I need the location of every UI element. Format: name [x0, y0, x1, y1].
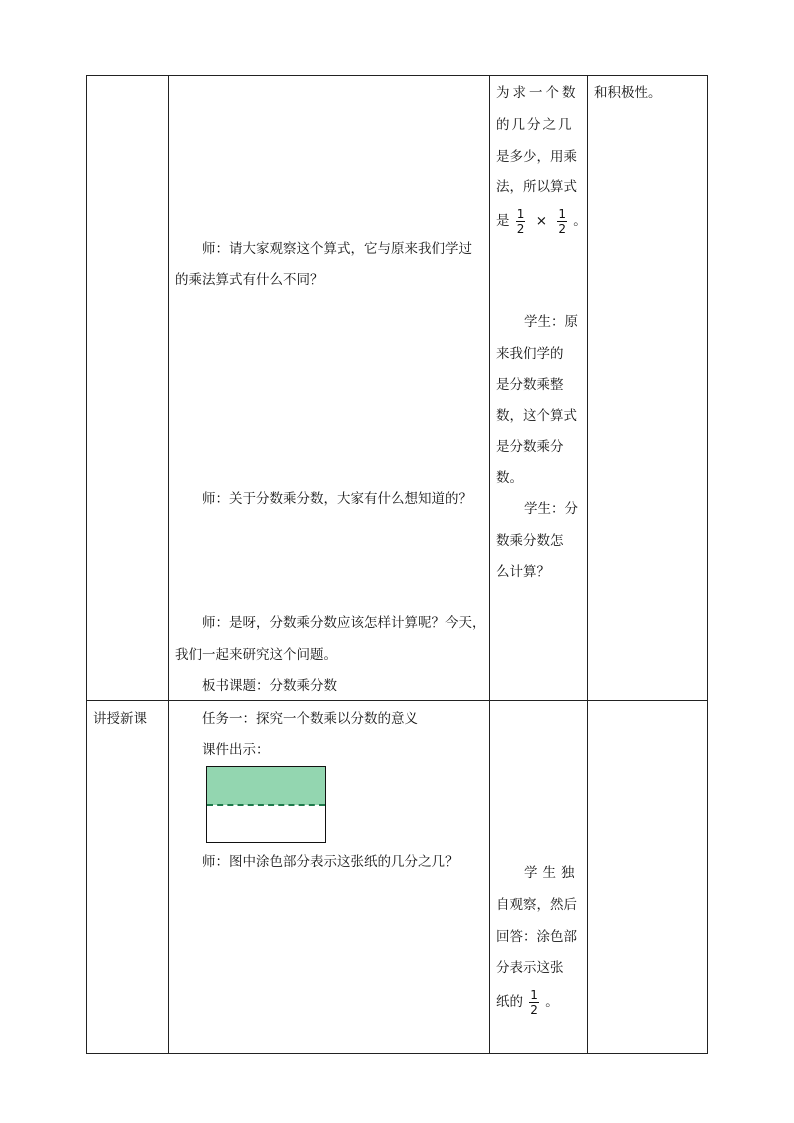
- section-label: 讲授新课: [93, 711, 147, 727]
- student-text: 学生：分: [524, 501, 578, 517]
- fraction-one-half: [557, 208, 567, 235]
- fraction-denominator: 2: [530, 1002, 538, 1017]
- design-intent-text: 和积极性。: [594, 85, 662, 101]
- teacher-text: 师：请大家观察这个算式，它与原来我们学过: [202, 241, 472, 257]
- student-text: 么计算？: [496, 564, 550, 580]
- student-text: 是分数乘分: [496, 439, 564, 455]
- answer-prefix: 纸的: [496, 994, 523, 1010]
- student-text: 学生：原: [524, 314, 578, 330]
- student-text: 分表示这张: [496, 960, 564, 976]
- student-text: 为求一个数: [496, 85, 579, 101]
- courseware-label: 课件出示：: [202, 742, 270, 758]
- student-text: 是多少，用乘: [496, 149, 577, 165]
- row-divider: [86, 700, 708, 701]
- multiply-sign: ×: [535, 213, 548, 229]
- student-text: 的几分之几: [496, 117, 574, 133]
- student-text: 数。: [496, 470, 523, 486]
- answer-line: [496, 983, 559, 1021]
- shaded-half: [207, 767, 325, 805]
- dashed-fold-line: [207, 804, 325, 806]
- student-text: 自观察，然后: [496, 897, 577, 913]
- fraction-one-half: [516, 208, 526, 235]
- teacher-question: 师：图中涂色部分表示这张纸的几分之几？: [202, 854, 459, 870]
- teacher-text: 师：是呀，分数乘分数应该怎样计算呢？今天，: [202, 615, 486, 631]
- paper-diagram: [206, 766, 326, 843]
- student-text: 是分数乘整: [496, 377, 564, 393]
- column-divider-3: [587, 75, 588, 1054]
- student-text: 学生独: [524, 865, 580, 881]
- answer-suffix: 。: [545, 994, 559, 1010]
- student-text: 回答：涂色部: [496, 929, 577, 945]
- column-divider-2: [489, 75, 490, 1054]
- teacher-text: 的乘法算式有什么不同？: [175, 272, 324, 288]
- fraction-denominator: 2: [516, 221, 525, 236]
- board-title-text: 板书课题：分数乘分数: [202, 678, 337, 694]
- formula-line: [496, 202, 587, 240]
- fraction-numerator: 1: [558, 206, 566, 221]
- table-top-border: [86, 75, 708, 76]
- fraction-denominator: 2: [558, 221, 566, 236]
- column-divider-1: [168, 75, 169, 1054]
- student-text: 数，这个算式: [496, 408, 577, 424]
- teacher-text: 我们一起来研究这个问题。: [175, 647, 337, 663]
- teacher-text: 师：关于分数乘分数，大家有什么想知道的？: [202, 491, 472, 507]
- fraction-numerator: 1: [530, 987, 538, 1002]
- table-right-border: [707, 75, 708, 1054]
- formula-prefix: 是: [496, 213, 510, 229]
- formula-suffix: 。: [573, 213, 587, 229]
- table-left-border: [86, 75, 87, 1054]
- student-text: 来我们学的: [496, 346, 564, 362]
- task-text: 任务一：探究一个数乘以分数的意义: [202, 711, 418, 727]
- student-text: 数乘分数怎: [496, 533, 564, 549]
- fraction-numerator: 1: [516, 206, 525, 221]
- student-text: 法，所以算式: [496, 179, 577, 195]
- fraction-one-half: [529, 989, 539, 1016]
- table-bottom-border: [86, 1053, 708, 1054]
